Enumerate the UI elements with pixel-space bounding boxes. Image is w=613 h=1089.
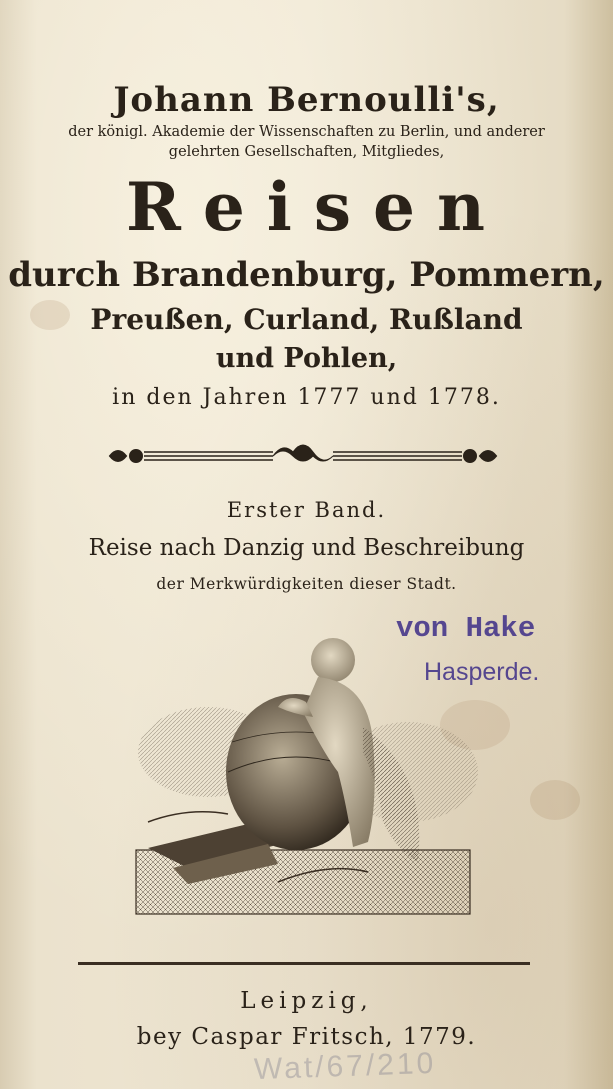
subtitle-line2: Preußen, Curland, Rußland [90,303,523,336]
subtitle-line3: und Pohlen, [215,343,398,374]
library-shelfmark: Wat/67/210 [253,1046,437,1087]
book-title: Reisen [125,168,508,246]
imprint-place: Leipzig, [240,988,373,1014]
ownership-stamp-place: Hasperde. [424,658,540,686]
horizontal-rule [78,962,530,965]
author-affiliation-line2: gelehrten Gesellschaften, Mitgliedes, [168,144,445,160]
imprint-publisher: bey Caspar Fritsch, 1779. [136,1024,477,1050]
author-name: Johann Bernoulli's, [113,80,500,120]
volume-subtitle-line2: der Merkwürdigkeiten dieser Stadt. [156,575,457,593]
decorative-rule-ornament-icon [108,440,498,472]
subtitle-line4: in den Jahren 1777 und 1778. [112,385,501,410]
subtitle-line1: durch Brandenburg, Pommern, [8,255,605,295]
author-affiliation-line1: der königl. Akademie der Wissenschaften zu Berlin, und anderer [68,124,545,140]
volume-subtitle-line1: Reise nach Danzig und Beschreibung [88,535,525,561]
volume-label: Erster Band. [226,498,387,522]
ownership-stamp-name: von Hake [396,612,536,645]
foxing-spot [530,780,580,820]
